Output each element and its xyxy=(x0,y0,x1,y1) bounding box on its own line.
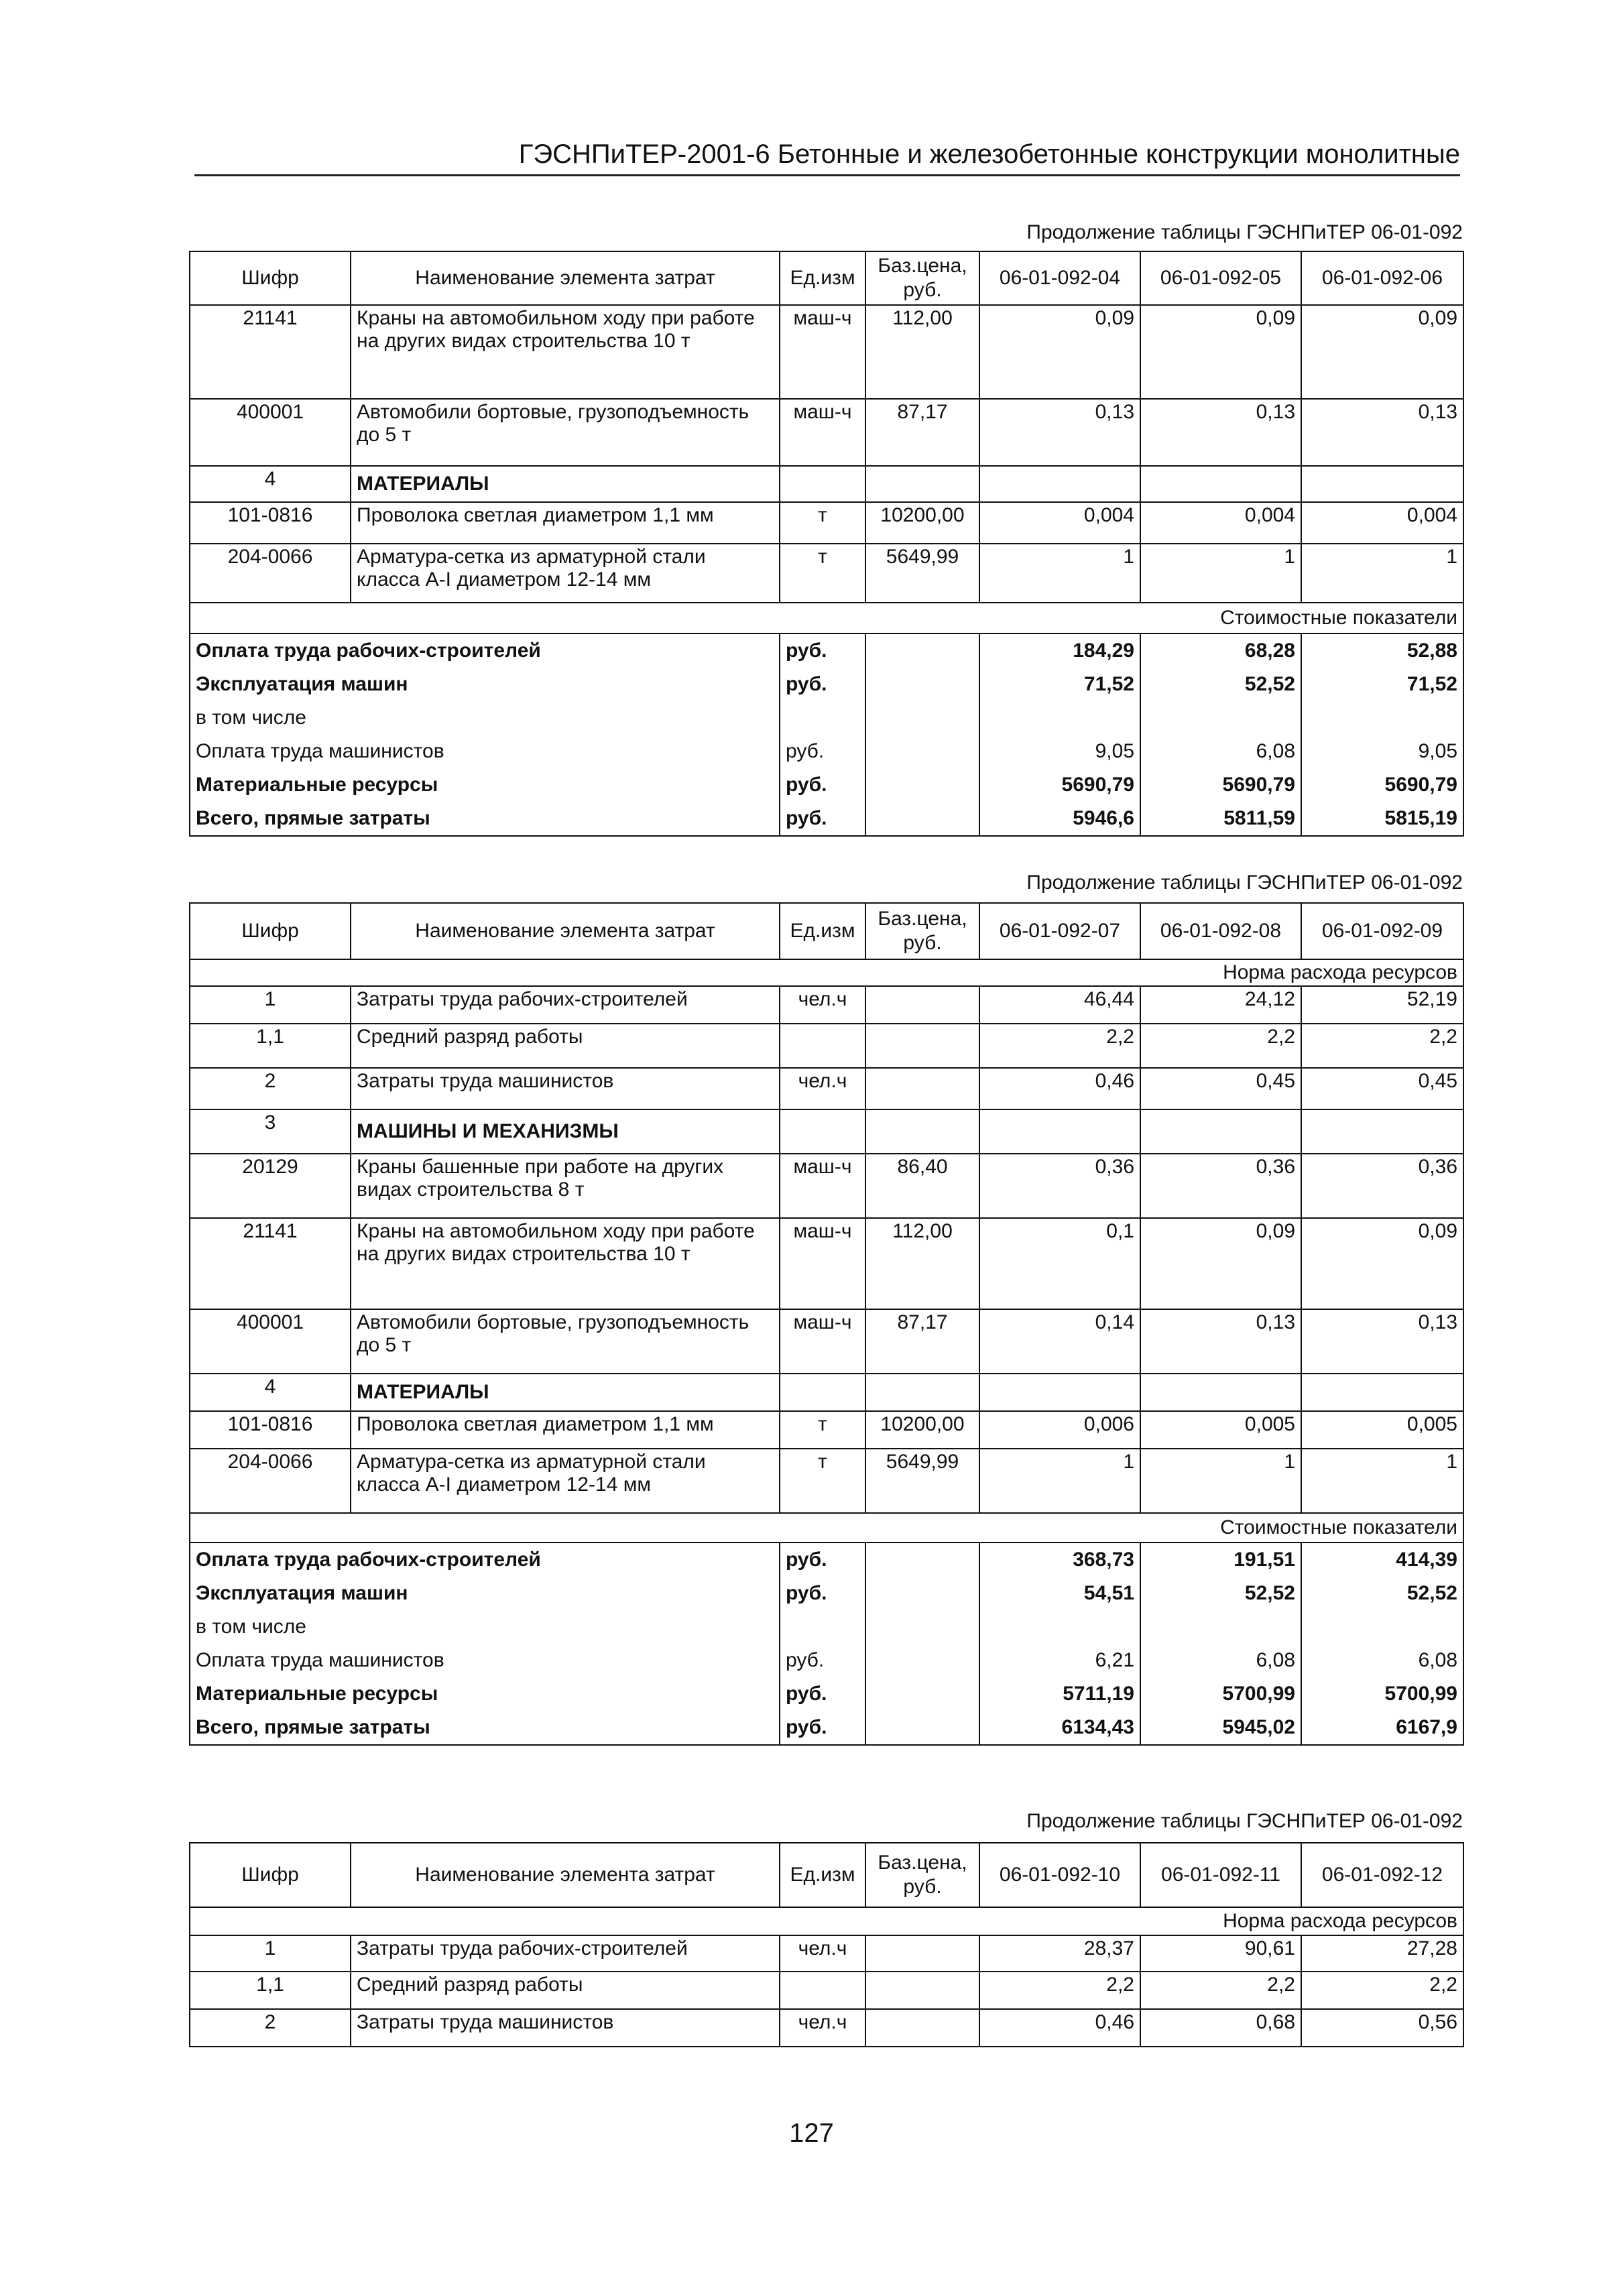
cell-unit: т xyxy=(780,502,865,544)
summary-label: Эксплуатация машин xyxy=(190,668,780,701)
cell-value: 52,19 xyxy=(1301,986,1463,1024)
cell-value: 28,37 xyxy=(979,1935,1140,1972)
summary-value: 68,28 xyxy=(1140,633,1301,668)
cell-value: 0,09 xyxy=(1301,305,1463,399)
table-row xyxy=(190,502,1463,544)
cell-unit xyxy=(780,1024,865,1068)
resource-norm-band: Норма расхода ресурсов xyxy=(190,1907,1463,1935)
table-row xyxy=(190,399,1463,466)
table-row xyxy=(190,1068,1463,1109)
cost-indicators-band: Стоимостные показатели xyxy=(190,603,1463,633)
summary-value: 5690,79 xyxy=(1301,768,1463,802)
summary-label: Всего, прямые затраты xyxy=(190,1711,780,1745)
cell-price xyxy=(865,1024,979,1068)
summary-value: 71,52 xyxy=(979,668,1140,701)
summary-label: Всего, прямые затраты xyxy=(190,802,780,836)
summary-label: в том числе xyxy=(190,1610,780,1644)
cell-code: 21141 xyxy=(190,305,351,399)
cell-name: Краны на автомобильном ходу при работе на других видах строительства 10 т xyxy=(351,1218,780,1309)
cell-unit: т xyxy=(780,544,865,603)
cell-value: 0,005 xyxy=(1140,1411,1301,1449)
cell-value: 1 xyxy=(979,1449,1140,1513)
col-header-norm-code: 06-01-092-04 xyxy=(979,251,1140,305)
cell-name: Затраты труда рабочих-строителей xyxy=(351,986,780,1024)
cell-price: 87,17 xyxy=(865,1309,979,1374)
table-row xyxy=(190,1972,1463,2009)
summary-value: 6,21 xyxy=(979,1644,1140,1677)
page-number: 127 xyxy=(789,2118,834,2148)
section-title: МАШИНЫ И МЕХАНИЗМЫ xyxy=(351,1109,780,1154)
summary-value: 5700,99 xyxy=(1301,1677,1463,1711)
summary-value: 52,52 xyxy=(1301,1577,1463,1610)
cell-name: Проволока светлая диаметром 1,1 мм xyxy=(351,502,780,544)
summary-label: Эксплуатация машин xyxy=(190,1577,780,1610)
cell-value: 2,2 xyxy=(1301,1972,1463,2009)
cell-code: 3 xyxy=(190,1109,351,1154)
table-row xyxy=(190,1449,1463,1513)
summary-value: 9,05 xyxy=(979,735,1140,768)
summary-unit: руб. xyxy=(780,802,865,836)
table-row xyxy=(190,544,1463,603)
table-row xyxy=(190,305,1463,399)
cell-price xyxy=(865,2009,979,2047)
cell-code: 4 xyxy=(190,1374,351,1411)
cell-name: Автомобили бортовые, грузоподъемность до 5 т xyxy=(351,1309,780,1374)
table-row xyxy=(190,1218,1463,1309)
cell-value: 24,12 xyxy=(1140,986,1301,1024)
summary-value: 6134,43 xyxy=(979,1711,1140,1745)
cell-value: 0,09 xyxy=(979,305,1140,399)
cell-value: 2,2 xyxy=(1301,1024,1463,1068)
summary-row xyxy=(190,735,1463,768)
cell-price xyxy=(865,1972,979,2009)
cost-indicators-band: Стоимостные показатели xyxy=(190,1513,1463,1543)
cell-price: 10200,00 xyxy=(865,502,979,544)
table-row xyxy=(190,986,1463,1024)
cell-value: 0,004 xyxy=(1140,502,1301,544)
summary-row xyxy=(190,633,1463,668)
cell-value: 0,09 xyxy=(1140,305,1301,399)
summary-value: 5690,79 xyxy=(1140,768,1301,802)
cell-value: 0,68 xyxy=(1140,2009,1301,2047)
summary-label: в том числе xyxy=(190,701,780,735)
col-header-code: Шифр xyxy=(190,251,351,305)
summary-value: 6,08 xyxy=(1140,1644,1301,1677)
col-header-norm-code: 06-01-092-06 xyxy=(1301,251,1463,305)
cell-name: Краны башенные при работе на других видах строительства 8 т xyxy=(351,1154,780,1218)
summary-row xyxy=(190,1644,1463,1677)
summary-unit: руб. xyxy=(780,1644,865,1677)
cell-price: 5649,99 xyxy=(865,544,979,603)
cell-code: 204-0066 xyxy=(190,544,351,603)
table-row xyxy=(190,1024,1463,1068)
summary-unit: руб. xyxy=(780,1711,865,1745)
cell-code: 101-0816 xyxy=(190,502,351,544)
cell-value: 0,36 xyxy=(1140,1154,1301,1218)
summary-value: 5690,79 xyxy=(979,768,1140,802)
section-title: МАТЕРИАЛЫ xyxy=(351,1374,780,1411)
cell-name: Автомобили бортовые, грузоподъемность до 5 т xyxy=(351,399,780,466)
summary-value: 9,05 xyxy=(1301,735,1463,768)
summary-label: Оплата труда машинистов xyxy=(190,1644,780,1677)
table-continuation-caption: Продолжение таблицы ГЭСНПиТЕР 06-01-092 xyxy=(1026,221,1463,243)
summary-label: Оплата труда рабочих-строителей xyxy=(190,1543,780,1577)
summary-value: 368,73 xyxy=(979,1543,1140,1577)
col-header-norm-code: 06-01-092-12 xyxy=(1301,1843,1463,1907)
summary-row xyxy=(190,802,1463,836)
cell-value: 1 xyxy=(1140,1449,1301,1513)
summary-row xyxy=(190,1610,1463,1644)
summary-value: 5700,99 xyxy=(1140,1677,1301,1711)
cell-name: Средний разряд работы xyxy=(351,1024,780,1068)
cell-price: 87,17 xyxy=(865,399,979,466)
summary-unit: руб. xyxy=(780,1543,865,1577)
col-header-name: Наименование элемента затрат xyxy=(351,903,780,959)
cell-value: 0,09 xyxy=(1301,1218,1463,1309)
cell-value: 0,46 xyxy=(979,1068,1140,1109)
col-header-name: Наименование элемента затрат xyxy=(351,1843,780,1907)
cell-value: 1 xyxy=(1301,1449,1463,1513)
col-header-unit: Ед.изм xyxy=(780,251,865,305)
col-header-price: Баз.цена, руб. xyxy=(865,251,979,305)
cell-value: 2,2 xyxy=(1140,1024,1301,1068)
cell-value: 0,004 xyxy=(1301,502,1463,544)
resource-table-3 xyxy=(189,1842,1464,2047)
cell-name: Затраты труда машинистов xyxy=(351,2009,780,2047)
summary-unit: руб. xyxy=(780,1677,865,1711)
col-header-norm-code: 06-01-092-11 xyxy=(1140,1843,1301,1907)
resource-norm-band: Норма расхода ресурсов xyxy=(190,959,1463,986)
cell-code: 21141 xyxy=(190,1218,351,1309)
cell-unit: маш-ч xyxy=(780,399,865,466)
cell-value: 0,46 xyxy=(979,2009,1140,2047)
cell-unit: маш-ч xyxy=(780,1154,865,1218)
cell-name: Арматура-сетка из арматурной стали класса А-I диаметром 12-14 мм xyxy=(351,1449,780,1513)
summary-row xyxy=(190,1543,1463,1577)
cell-price: 86,40 xyxy=(865,1154,979,1218)
summary-unit: руб. xyxy=(780,735,865,768)
cell-value: 27,28 xyxy=(1301,1935,1463,1972)
cell-code: 1 xyxy=(190,986,351,1024)
cell-code: 2 xyxy=(190,1068,351,1109)
cell-value: 46,44 xyxy=(979,986,1140,1024)
cell-code: 20129 xyxy=(190,1154,351,1218)
summary-label: Оплата труда рабочих-строителей xyxy=(190,633,780,668)
cell-price xyxy=(865,1068,979,1109)
cell-unit: чел.ч xyxy=(780,986,865,1024)
summary-value: 54,51 xyxy=(979,1577,1140,1610)
cell-unit: чел.ч xyxy=(780,1068,865,1109)
summary-label: Материальные ресурсы xyxy=(190,1677,780,1711)
cell-unit: т xyxy=(780,1449,865,1513)
cell-code: 400001 xyxy=(190,399,351,466)
cell-unit: т xyxy=(780,1411,865,1449)
cell-value: 90,61 xyxy=(1140,1935,1301,1972)
cell-value: 0,13 xyxy=(1140,1309,1301,1374)
cell-value: 2,2 xyxy=(979,1972,1140,2009)
cell-value: 0,36 xyxy=(979,1154,1140,1218)
summary-value: 5711,19 xyxy=(979,1677,1140,1711)
cell-value: 0,13 xyxy=(1301,1309,1463,1374)
cell-name: Проволока светлая диаметром 1,1 мм xyxy=(351,1411,780,1449)
summary-value: 414,39 xyxy=(1301,1543,1463,1577)
summary-value: 6,08 xyxy=(1140,735,1301,768)
cell-price: 5649,99 xyxy=(865,1449,979,1513)
page-header: ГЭСНПиТЕР-2001-6 Бетонные и железобетонные конструкции монолитные xyxy=(194,134,1460,176)
cell-value: 0,13 xyxy=(979,399,1140,466)
table-row xyxy=(190,1309,1463,1374)
cell-price: 10200,00 xyxy=(865,1411,979,1449)
summary-value: 191,51 xyxy=(1140,1543,1301,1577)
col-header-norm-code: 06-01-092-05 xyxy=(1140,251,1301,305)
table-row xyxy=(190,1411,1463,1449)
summary-row xyxy=(190,768,1463,802)
summary-row xyxy=(190,668,1463,701)
cell-unit: маш-ч xyxy=(780,305,865,399)
summary-value: 5946,6 xyxy=(979,802,1140,836)
summary-label: Материальные ресурсы xyxy=(190,768,780,802)
table-row xyxy=(190,1935,1463,1972)
summary-value: 5945,02 xyxy=(1140,1711,1301,1745)
cell-unit: маш-ч xyxy=(780,1309,865,1374)
summary-row xyxy=(190,701,1463,735)
col-header-name: Наименование элемента затрат xyxy=(351,251,780,305)
cell-unit xyxy=(780,1972,865,2009)
cell-value: 1 xyxy=(1140,544,1301,603)
summary-value: 184,29 xyxy=(979,633,1140,668)
summary-label: Оплата труда машинистов xyxy=(190,735,780,768)
col-header-norm-code: 06-01-092-07 xyxy=(979,903,1140,959)
cell-value: 0,005 xyxy=(1301,1411,1463,1449)
summary-value: 52,52 xyxy=(1140,1577,1301,1610)
cell-value: 0,13 xyxy=(1140,399,1301,466)
cell-value: 0,004 xyxy=(979,502,1140,544)
summary-value: 6,08 xyxy=(1301,1644,1463,1677)
table-row xyxy=(190,1154,1463,1218)
col-header-norm-code: 06-01-092-08 xyxy=(1140,903,1301,959)
cell-name: Средний разряд работы xyxy=(351,1972,780,2009)
cell-price xyxy=(865,986,979,1024)
cell-name: Затраты труда машинистов xyxy=(351,1068,780,1109)
summary-unit: руб. xyxy=(780,768,865,802)
cell-code: 1 xyxy=(190,1935,351,1972)
cell-value: 0,14 xyxy=(979,1309,1140,1374)
section-row xyxy=(190,466,1463,502)
summary-value: 71,52 xyxy=(1301,668,1463,701)
cell-code: 400001 xyxy=(190,1309,351,1374)
col-header-code: Шифр xyxy=(190,1843,351,1907)
cell-name: Затраты труда рабочих-строителей xyxy=(351,1935,780,1972)
summary-value: 5811,59 xyxy=(1140,802,1301,836)
cell-code: 101-0816 xyxy=(190,1411,351,1449)
summary-value: 5815,19 xyxy=(1301,802,1463,836)
cell-price xyxy=(865,1935,979,1972)
cell-value: 0,1 xyxy=(979,1218,1140,1309)
summary-row xyxy=(190,1577,1463,1610)
table-row xyxy=(190,2009,1463,2047)
cell-value: 0,36 xyxy=(1301,1154,1463,1218)
col-header-norm-code: 06-01-092-09 xyxy=(1301,903,1463,959)
table-continuation-caption: Продолжение таблицы ГЭСНПиТЕР 06-01-092 xyxy=(1026,1810,1463,1832)
col-header-norm-code: 06-01-092-10 xyxy=(979,1843,1140,1907)
cell-value: 0,006 xyxy=(979,1411,1140,1449)
cell-unit: маш-ч xyxy=(780,1218,865,1309)
col-header-unit: Ед.изм xyxy=(780,903,865,959)
cell-value: 2,2 xyxy=(979,1024,1140,1068)
col-header-price: Баз.цена, руб. xyxy=(865,903,979,959)
summary-row xyxy=(190,1711,1463,1745)
resource-table-1 xyxy=(189,251,1464,837)
table-continuation-caption: Продолжение таблицы ГЭСНПиТЕР 06-01-092 xyxy=(1026,871,1463,894)
cell-price: 112,00 xyxy=(865,1218,979,1309)
cell-unit: чел.ч xyxy=(780,1935,865,1972)
cell-code: 1,1 xyxy=(190,1972,351,2009)
cell-value: 1 xyxy=(1301,544,1463,603)
cell-value: 0,13 xyxy=(1301,399,1463,466)
summary-row xyxy=(190,1677,1463,1711)
cell-code: 1,1 xyxy=(190,1024,351,1068)
cell-value: 0,45 xyxy=(1140,1068,1301,1109)
resource-table-2 xyxy=(189,902,1464,1746)
summary-unit: руб. xyxy=(780,668,865,701)
col-header-code: Шифр xyxy=(190,903,351,959)
summary-unit: руб. xyxy=(780,1577,865,1610)
summary-value: 52,88 xyxy=(1301,633,1463,668)
cell-value: 0,45 xyxy=(1301,1068,1463,1109)
cell-unit: чел.ч xyxy=(780,2009,865,2047)
cell-code: 2 xyxy=(190,2009,351,2047)
cell-name: Краны на автомобильном ходу при работе на других видах строительства 10 т xyxy=(351,305,780,399)
col-header-price: Баз.цена, руб. xyxy=(865,1843,979,1907)
summary-unit: руб. xyxy=(780,633,865,668)
section-title: МАТЕРИАЛЫ xyxy=(351,466,780,502)
cell-value: 1 xyxy=(979,544,1140,603)
cell-price: 112,00 xyxy=(865,305,979,399)
col-header-unit: Ед.изм xyxy=(780,1843,865,1907)
summary-value: 52,52 xyxy=(1140,668,1301,701)
cell-value: 0,09 xyxy=(1140,1218,1301,1309)
cell-name: Арматура-сетка из арматурной стали класса А-I диаметром 12-14 мм xyxy=(351,544,780,603)
cell-value: 2,2 xyxy=(1140,1972,1301,2009)
summary-value: 6167,9 xyxy=(1301,1711,1463,1745)
section-row xyxy=(190,1374,1463,1411)
cell-value: 0,56 xyxy=(1301,2009,1463,2047)
cell-code: 204-0066 xyxy=(190,1449,351,1513)
cell-code: 4 xyxy=(190,466,351,502)
section-row xyxy=(190,1109,1463,1154)
